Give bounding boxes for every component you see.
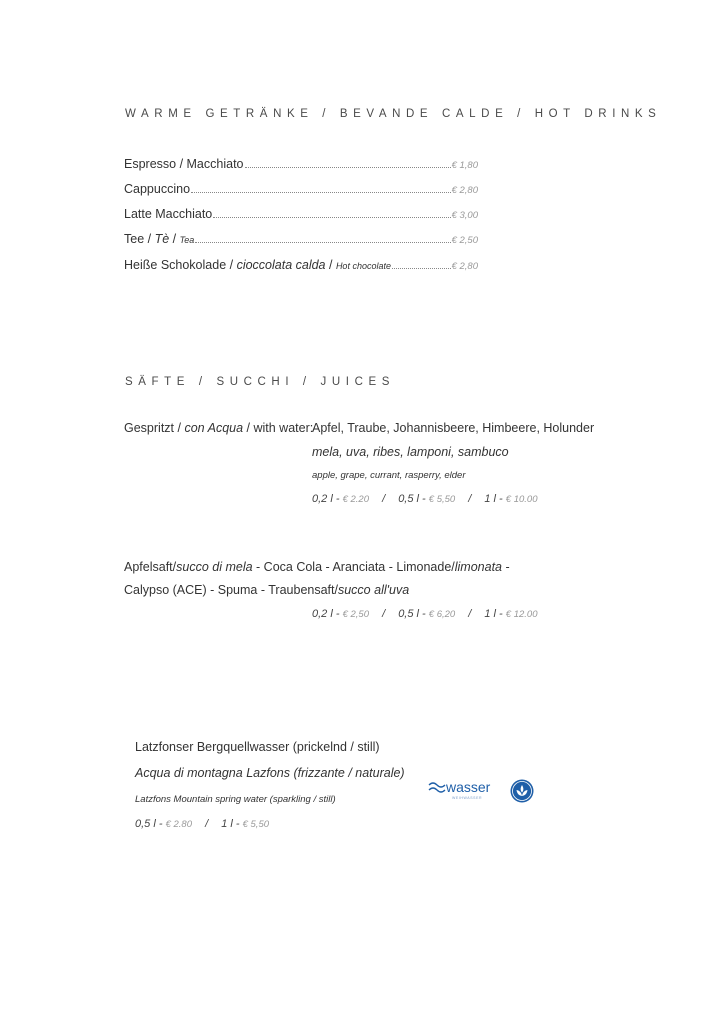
name-de: Tee / (124, 232, 155, 246)
water-it: Acqua di montagna Lazfons (frizzante / naturale) (135, 766, 405, 780)
size: 1 l (221, 818, 233, 830)
label-en: / with water: (243, 421, 314, 435)
juices-title: SÄFTE / SUCCHI / JUICES (125, 376, 396, 388)
item-price: € 2,50 (451, 235, 478, 246)
other-juices-line2 (124, 583, 409, 597)
price: € 12.00 (505, 609, 538, 620)
other-juices-prices (312, 608, 537, 620)
price: € 5,50 (428, 494, 456, 505)
price: € 2.20 (342, 494, 369, 505)
dot-leader (213, 216, 450, 218)
dot-leader (191, 191, 451, 193)
label-de: Gespritzt / (124, 421, 185, 435)
text-it: limonata (454, 560, 502, 574)
dash: - (332, 493, 343, 505)
dot-leader (245, 166, 451, 168)
size: 0,2 l (312, 608, 333, 620)
gespritzt-prices (312, 493, 537, 505)
text-it: succo all'uva (337, 583, 410, 597)
text: Apfelsaft/ (124, 560, 177, 574)
menu-item (124, 207, 478, 221)
wasser-logo (428, 778, 500, 804)
name-it: cioccolata calda (236, 258, 326, 272)
menu-item (124, 232, 478, 246)
dash: - (418, 608, 429, 620)
name-en: Hot chocolate (335, 261, 391, 271)
size: 1 l (484, 493, 496, 505)
text: Calypso (ACE) - Spuma - Traubensaft/ (124, 583, 338, 597)
wave-icon (429, 783, 445, 792)
other-juices-line1 (124, 560, 510, 574)
water-de: Latzfonser Bergquellwasser (prickelnd / still) (135, 740, 380, 754)
item-price: € 3,00 (451, 210, 478, 221)
size: 1 l (484, 608, 496, 620)
item-name (124, 232, 194, 246)
price: € 5,50 (242, 819, 270, 830)
price: € 2,50 (342, 609, 369, 620)
item-name: Latte Macchiato (124, 207, 213, 221)
dash: - (496, 493, 506, 505)
size: 0,2 l (312, 493, 333, 505)
dot-leader (195, 241, 450, 243)
size: 0,5 l (398, 608, 419, 620)
slash: / (382, 608, 386, 620)
fruits-it: mela, uva, ribes, lamponi, sambuco (312, 445, 509, 459)
size: 0,5 l (135, 818, 156, 830)
name-sep: / (169, 232, 180, 246)
spring-badge-icon (510, 779, 534, 803)
water-en: Latzfons Mountain spring water (sparkling / still) (135, 794, 336, 805)
menu-item (124, 157, 478, 171)
size: 0,5 l (398, 493, 419, 505)
name-it: Tè (154, 232, 170, 246)
name-sep: / (325, 258, 336, 272)
price: € 6,20 (428, 609, 456, 620)
gespritzt-label (124, 421, 313, 435)
text: - (502, 560, 510, 574)
dash: - (155, 818, 166, 830)
dash: - (332, 608, 343, 620)
item-price: € 2,80 (451, 185, 478, 196)
slash: / (205, 818, 209, 830)
logo-subtext: WEIHWASSER (452, 796, 483, 800)
item-name: Espresso / Macchiato (124, 157, 244, 171)
name-en: Tea (179, 235, 195, 245)
menu-item (124, 258, 478, 272)
item-price: € 2,80 (451, 261, 478, 272)
slash: / (382, 493, 386, 505)
item-name: Cappuccino (124, 182, 191, 196)
slash: / (468, 608, 472, 620)
item-price: € 1,80 (451, 160, 478, 171)
dash: - (418, 493, 429, 505)
label-it: con Acqua (184, 421, 244, 435)
text-it: succo di mela (176, 560, 253, 574)
dash: - (232, 818, 243, 830)
fruits-en: apple, grape, currant, rasperry, elder (312, 470, 466, 481)
water-prices (135, 818, 269, 830)
dot-leader (392, 267, 451, 269)
hot-drinks-title: WARME GETRÄNKE / BEVANDE CALDE / HOT DRINKS (125, 108, 662, 120)
price: € 10.00 (505, 494, 538, 505)
name-de: Heiße Schokolade / (124, 258, 237, 272)
menu-item (124, 182, 478, 196)
item-name (124, 258, 391, 272)
logo-text: wasser (446, 779, 491, 795)
dash: - (496, 608, 506, 620)
fruits-de: Apfel, Traube, Johannisbeere, Himbeere, Holunder (312, 421, 595, 435)
price: € 2.80 (165, 819, 192, 830)
text: - Coca Cola - Aranciata - Limonade/ (252, 560, 455, 574)
slash: / (468, 493, 472, 505)
